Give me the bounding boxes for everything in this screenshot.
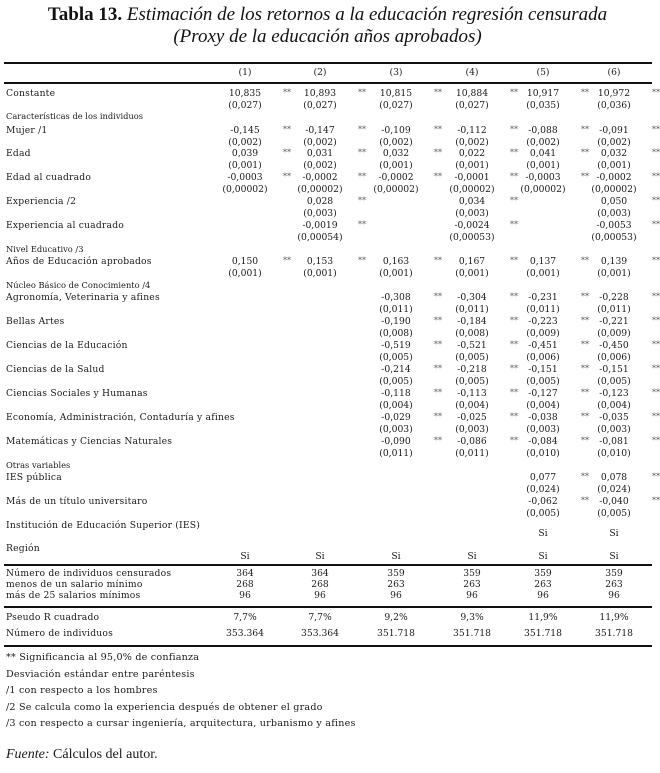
significance-marker: ** — [434, 172, 442, 181]
stat-value: 9,2% — [384, 612, 408, 623]
standard-error: (0,005) — [455, 352, 489, 363]
significance-marker: ** — [581, 472, 589, 481]
coefficient: -0,088 — [528, 125, 558, 136]
coefficient: -0,118 — [381, 388, 411, 399]
footnote: /1 con respecto a los hombres — [6, 685, 158, 696]
standard-error: (0,024) — [526, 484, 560, 495]
standard-error: (0,00002) — [222, 184, 268, 195]
coefficient: -0,0002 — [596, 172, 632, 183]
standard-error: (0,003) — [455, 208, 489, 219]
coefficient: 0,034 — [458, 196, 486, 207]
stat-value: 11,9% — [528, 612, 558, 623]
significance-marker: ** — [510, 292, 518, 301]
row-label: Región — [6, 543, 40, 554]
coefficient: -0,0001 — [454, 172, 490, 183]
row-label: Número de individuos — [6, 628, 114, 639]
standard-error: (0,001) — [228, 268, 262, 279]
significance-marker: ** — [283, 172, 291, 181]
standard-error: (0,001) — [597, 160, 631, 171]
standard-error: (0,011) — [526, 304, 560, 315]
section-label: Nivel Educativo /3 — [6, 244, 84, 254]
coefficient: -0,0053 — [596, 220, 632, 231]
standard-error: (0,001) — [455, 268, 489, 279]
standard-error: (0,002) — [379, 137, 413, 148]
significance-marker: ** — [358, 172, 366, 181]
significance-marker: ** — [510, 340, 518, 349]
standard-error: (0,001) — [526, 268, 560, 279]
standard-error: (0,027) — [228, 100, 262, 111]
significance-marker: ** — [652, 292, 660, 301]
coefficient: -0,451 — [528, 340, 558, 351]
significance-marker: ** — [652, 125, 660, 134]
standard-error: (0,006) — [526, 352, 560, 363]
significance-marker: ** — [581, 412, 589, 421]
coefficient: -0,147 — [305, 125, 335, 136]
coefficient: 0,137 — [529, 256, 557, 267]
coefficient: -0,223 — [528, 316, 558, 327]
standard-error: (0,004) — [455, 400, 489, 411]
standard-error: (0,001) — [379, 160, 413, 171]
significance-marker: ** — [434, 125, 442, 134]
coefficient: 0,039 — [231, 148, 259, 159]
significance-marker: ** — [434, 340, 442, 349]
standard-error: (0,036) — [597, 100, 631, 111]
row-label: Edad — [6, 148, 31, 159]
standard-error: (0,003) — [379, 424, 413, 435]
significance-marker: ** — [581, 125, 589, 134]
row-label: Matemáticas y Ciencias Naturales — [6, 436, 173, 447]
significance-marker: ** — [510, 364, 518, 373]
coefficient: -0,228 — [599, 292, 629, 303]
standard-error: (0,011) — [597, 304, 631, 315]
standard-error: (0,00002) — [373, 184, 419, 195]
coefficient: -0,112 — [457, 125, 487, 136]
footnote: Desviación estándar entre paréntesis — [6, 668, 195, 680]
count-value: 268 — [236, 579, 254, 590]
standard-error: (0,011) — [379, 448, 413, 459]
standard-error: (0,005) — [455, 376, 489, 387]
standard-error: (0,009) — [597, 328, 631, 339]
standard-error: (0,00002) — [449, 184, 495, 195]
coefficient: -0,304 — [457, 292, 487, 303]
significance-marker: ** — [510, 125, 518, 134]
standard-error: (0,005) — [597, 376, 631, 387]
standard-error: (0,001) — [455, 160, 489, 171]
coefficient: -0,123 — [599, 388, 629, 399]
standard-error: (0,00054) — [297, 232, 343, 243]
significance-marker: ** — [581, 388, 589, 397]
coefficient: 0,167 — [458, 256, 486, 267]
significance-marker: ** — [358, 88, 366, 97]
significance-marker: ** — [510, 172, 518, 181]
coefficient: -0,029 — [381, 412, 411, 423]
significance-marker: ** — [434, 436, 442, 445]
source-note — [6, 747, 158, 763]
coefficient: -0,090 — [381, 436, 411, 447]
stat-value: 7,7% — [308, 612, 332, 623]
standard-error: (0,003) — [597, 208, 631, 219]
standard-error: (0,00002) — [520, 184, 566, 195]
coefficient: 10,917 — [526, 88, 560, 99]
coefficient: 0,153 — [306, 256, 334, 267]
top-rule — [4, 62, 652, 64]
significance-marker: ** — [434, 388, 442, 397]
header-rule — [4, 82, 652, 84]
significance-marker: ** — [510, 88, 518, 97]
coefficient: -0,084 — [528, 436, 558, 447]
coefficient: 10,835 — [228, 88, 262, 99]
coefficient: -0,038 — [528, 412, 558, 423]
standard-error: (0,005) — [526, 376, 560, 387]
standard-error: (0,001) — [597, 268, 631, 279]
significance-marker: ** — [652, 472, 660, 481]
significance-marker: ** — [652, 340, 660, 349]
row-label: Edad al cuadrado — [6, 172, 92, 183]
significance-marker: ** — [283, 88, 291, 97]
standard-error: (0,00002) — [591, 184, 637, 195]
significance-marker: ** — [358, 125, 366, 134]
standard-error: (0,027) — [303, 100, 337, 111]
coefficient: -0,308 — [381, 292, 411, 303]
count-value: 96 — [466, 590, 478, 601]
count-value: 263 — [605, 579, 623, 590]
coefficient: -0,184 — [457, 316, 487, 327]
standard-error: (0,005) — [526, 508, 560, 519]
significance-marker: ** — [434, 316, 442, 325]
coefficient: -0,450 — [599, 340, 629, 351]
row-label: Bellas Artes — [6, 316, 65, 327]
row-label: Economía, Administración, Contaduría y afines — [6, 412, 235, 423]
coefficient: 0,041 — [529, 148, 557, 159]
standard-error: (0,027) — [379, 100, 413, 111]
control-value: Si — [315, 551, 325, 562]
significance-marker: ** — [652, 256, 660, 265]
stat-value: 351.718 — [377, 628, 415, 639]
significance-marker: ** — [581, 148, 589, 157]
significance-marker: ** — [652, 316, 660, 325]
column-header: (6) — [607, 67, 621, 78]
section-label: Núcleo Básico de Conocimiento /4 — [6, 280, 151, 290]
significance-marker: ** — [434, 292, 442, 301]
table-subtitle: (Proxy de la educación años aprobados) — [173, 26, 482, 47]
significance-marker: ** — [581, 256, 589, 265]
coefficient: -0,190 — [381, 316, 411, 327]
coefficient: -0,0002 — [378, 172, 414, 183]
section-label: Otras variables — [6, 460, 71, 470]
coefficient: -0,062 — [528, 496, 558, 507]
coefficient: 0,150 — [231, 256, 259, 267]
control-value: Si — [240, 551, 250, 562]
controls-rule — [4, 564, 652, 566]
standard-error: (0,004) — [526, 400, 560, 411]
column-header: (2) — [313, 67, 327, 78]
control-value: Si — [609, 528, 619, 539]
significance-marker: ** — [434, 88, 442, 97]
control-value: Si — [467, 551, 477, 562]
coefficient: -0,231 — [528, 292, 558, 303]
coefficient: 0,032 — [600, 148, 628, 159]
coefficient: -0,218 — [457, 364, 487, 375]
significance-marker: ** — [434, 364, 442, 373]
significance-marker: ** — [358, 256, 366, 265]
significance-marker: ** — [581, 436, 589, 445]
standard-error: (0,003) — [597, 424, 631, 435]
coefficient: 0,022 — [458, 148, 486, 159]
significance-marker: ** — [510, 388, 518, 397]
standard-error: (0,011) — [379, 304, 413, 315]
count-value: 263 — [534, 579, 552, 590]
row-label: Ciencias de la Salud — [6, 364, 105, 375]
coefficient: 0,163 — [382, 256, 410, 267]
control-value: Si — [538, 528, 548, 539]
significance-marker: ** — [358, 196, 366, 205]
count-value: 96 — [537, 590, 549, 601]
significance-marker: ** — [434, 148, 442, 157]
standard-error: (0,010) — [597, 448, 631, 459]
coefficient: 10,815 — [379, 88, 413, 99]
stat-value: 11,9% — [599, 612, 629, 623]
significance-marker: ** — [510, 256, 518, 265]
standard-error: (0,002) — [303, 160, 337, 171]
significance-marker: ** — [510, 412, 518, 421]
standard-error: (0,002) — [597, 137, 631, 148]
standard-error: (0,035) — [526, 100, 560, 111]
significance-marker: ** — [652, 496, 660, 505]
count-value: 263 — [387, 579, 405, 590]
significance-marker: ** — [283, 256, 291, 265]
coefficient: -0,0002 — [302, 172, 338, 183]
row-label: menos de un salario mínimo — [6, 579, 143, 590]
coefficient: 10,884 — [455, 88, 489, 99]
footnote: /3 con respecto a cursar ingeniería, arquitectura, urbanismo y afines — [6, 718, 356, 729]
significance-marker: ** — [358, 220, 366, 229]
row-label: Años de Educación aprobados — [6, 256, 152, 267]
table-title-text: Estimación de los retornos a la educación regresión censurada — [126, 4, 608, 25]
standard-error: (0,003) — [526, 424, 560, 435]
row-label: Agronomía, Veterinaria y afines — [6, 292, 160, 303]
count-value: 364 — [236, 568, 254, 579]
standard-error: (0,00053) — [449, 232, 495, 243]
significance-marker: ** — [434, 412, 442, 421]
standard-error: (0,004) — [597, 400, 631, 411]
standard-error: (0,00002) — [297, 184, 343, 195]
significance-marker: ** — [652, 88, 660, 97]
source-text: Cálculos del autor. — [53, 747, 158, 762]
row-label: Constante — [6, 88, 56, 99]
count-value: 96 — [390, 590, 402, 601]
standard-error: (0,009) — [526, 328, 560, 339]
significance-marker: ** — [652, 364, 660, 373]
significance-marker: ** — [581, 316, 589, 325]
significance-marker: ** — [510, 196, 518, 205]
count-value: 268 — [311, 579, 329, 590]
table-title — [0, 4, 655, 26]
standard-error: (0,005) — [379, 352, 413, 363]
stat-value: 353.364 — [226, 628, 264, 639]
coefficient: -0,0019 — [302, 220, 338, 231]
column-header: (1) — [238, 67, 252, 78]
standard-error: (0,002) — [526, 137, 560, 148]
source-label: Fuente: — [6, 747, 50, 762]
standard-error: (0,005) — [597, 508, 631, 519]
column-header: (5) — [536, 67, 550, 78]
coefficient: 0,078 — [600, 472, 628, 483]
standard-error: (0,008) — [379, 328, 413, 339]
row-label: Mujer /1 — [6, 125, 48, 136]
footnote: ** Significancia al 95,0% de confianza — [6, 652, 200, 663]
count-value: 359 — [534, 568, 552, 579]
coefficient: -0,113 — [457, 388, 487, 399]
stat-value: 351.718 — [453, 628, 491, 639]
count-value: 364 — [311, 568, 329, 579]
coefficient: 10,972 — [597, 88, 631, 99]
column-header: (3) — [389, 67, 403, 78]
standard-error: (0,002) — [228, 137, 262, 148]
significance-marker: ** — [510, 220, 518, 229]
significance-marker: ** — [652, 388, 660, 397]
stat-value: 353.364 — [301, 628, 339, 639]
count-value: 359 — [463, 568, 481, 579]
row-label: Pseudo R cuadrado — [6, 612, 100, 623]
significance-marker: ** — [510, 316, 518, 325]
coefficient: -0,519 — [381, 340, 411, 351]
stat-value: 7,7% — [233, 612, 257, 623]
standard-error: (0,001) — [228, 160, 262, 171]
standard-error: (0,002) — [455, 137, 489, 148]
count-value: 96 — [608, 590, 620, 601]
coefficient: -0,091 — [599, 125, 629, 136]
standard-error: (0,006) — [597, 352, 631, 363]
section-label: Características de los individuos — [6, 111, 144, 121]
significance-marker: ** — [652, 148, 660, 157]
row-label: más de 25 salarios mínimos — [6, 590, 141, 601]
standard-error: (0,011) — [455, 448, 489, 459]
control-value: Si — [538, 551, 548, 562]
standard-error: (0,011) — [455, 304, 489, 315]
control-value: Si — [609, 551, 619, 562]
stat-value: 351.718 — [595, 628, 633, 639]
column-header: (4) — [465, 67, 479, 78]
significance-marker: ** — [283, 148, 291, 157]
significance-marker: ** — [652, 220, 660, 229]
row-label: Ciencias Sociales y Humanas — [6, 388, 148, 399]
significance-marker: ** — [283, 125, 291, 134]
coefficient: 0,032 — [382, 148, 410, 159]
significance-marker: ** — [581, 364, 589, 373]
row-label: Más de un título universitaro — [6, 496, 148, 507]
coefficient: -0,145 — [230, 125, 260, 136]
stat-value: 9,3% — [460, 612, 484, 623]
count-value: 263 — [463, 579, 481, 590]
table-number: Tabla 13. — [47, 4, 123, 25]
row-label: IES pública — [6, 472, 62, 483]
significance-marker: ** — [581, 496, 589, 505]
standard-error: (0,005) — [379, 376, 413, 387]
coefficient: -0,0003 — [525, 172, 561, 183]
coefficient: 0,031 — [306, 148, 334, 159]
coefficient: -0,127 — [528, 388, 558, 399]
coefficient: -0,040 — [599, 496, 629, 507]
stat-value: 351.718 — [524, 628, 562, 639]
significance-marker: ** — [434, 256, 442, 265]
stats-rule — [4, 606, 652, 608]
row-label: Institución de Educación Superior (IES) — [6, 520, 201, 531]
coefficient: -0,081 — [599, 436, 629, 447]
footnote: /2 Se calcula como la experiencia después de obtener el grado — [6, 701, 323, 713]
row-label: Experiencia al cuadrado — [6, 220, 125, 231]
coefficient: 0,028 — [306, 196, 334, 207]
standard-error: (0,027) — [455, 100, 489, 111]
standard-error: (0,001) — [526, 160, 560, 171]
row-label: Ciencias de la Educación — [6, 340, 128, 351]
coefficient: -0,151 — [599, 364, 629, 375]
significance-marker: ** — [652, 196, 660, 205]
significance-marker: ** — [358, 148, 366, 157]
standard-error: (0,003) — [303, 208, 337, 219]
row-label: Número de individuos censurados — [6, 568, 172, 579]
standard-error: (0,008) — [455, 328, 489, 339]
significance-marker: ** — [581, 340, 589, 349]
coefficient: -0,521 — [457, 340, 487, 351]
coefficient: 0,077 — [529, 472, 557, 483]
significance-marker: ** — [581, 172, 589, 181]
count-value: 96 — [314, 590, 326, 601]
standard-error: (0,004) — [379, 400, 413, 411]
significance-marker: ** — [652, 172, 660, 181]
coefficient: -0,221 — [599, 316, 629, 327]
coefficient: -0,0003 — [227, 172, 263, 183]
coefficient: -0,151 — [528, 364, 558, 375]
coefficient: -0,214 — [381, 364, 411, 375]
bottom-rule — [4, 645, 652, 647]
count-value: 359 — [605, 568, 623, 579]
standard-error: (0,003) — [455, 424, 489, 435]
standard-error: (0,010) — [526, 448, 560, 459]
coefficient: -0,0024 — [454, 220, 490, 231]
row-label: Experiencia /2 — [6, 196, 77, 207]
standard-error: (0,00053) — [591, 232, 637, 243]
significance-marker: ** — [510, 436, 518, 445]
coefficient: 0,050 — [600, 196, 628, 207]
coefficient: -0,035 — [599, 412, 629, 423]
standard-error: (0,024) — [597, 484, 631, 495]
count-value: 359 — [387, 568, 405, 579]
significance-marker: ** — [510, 148, 518, 157]
coefficient: 0,139 — [600, 256, 628, 267]
coefficient: -0,109 — [381, 125, 411, 136]
significance-marker: ** — [652, 412, 660, 421]
coefficient: 10,893 — [303, 88, 337, 99]
standard-error: (0,002) — [303, 137, 337, 148]
standard-error: (0,001) — [379, 268, 413, 279]
significance-marker: ** — [581, 88, 589, 97]
standard-error: (0,001) — [303, 268, 337, 279]
control-value: Si — [391, 551, 401, 562]
significance-marker: ** — [652, 436, 660, 445]
coefficient: -0,025 — [457, 412, 487, 423]
coefficient: -0,086 — [457, 436, 487, 447]
count-value: 96 — [239, 590, 251, 601]
significance-marker: ** — [581, 292, 589, 301]
